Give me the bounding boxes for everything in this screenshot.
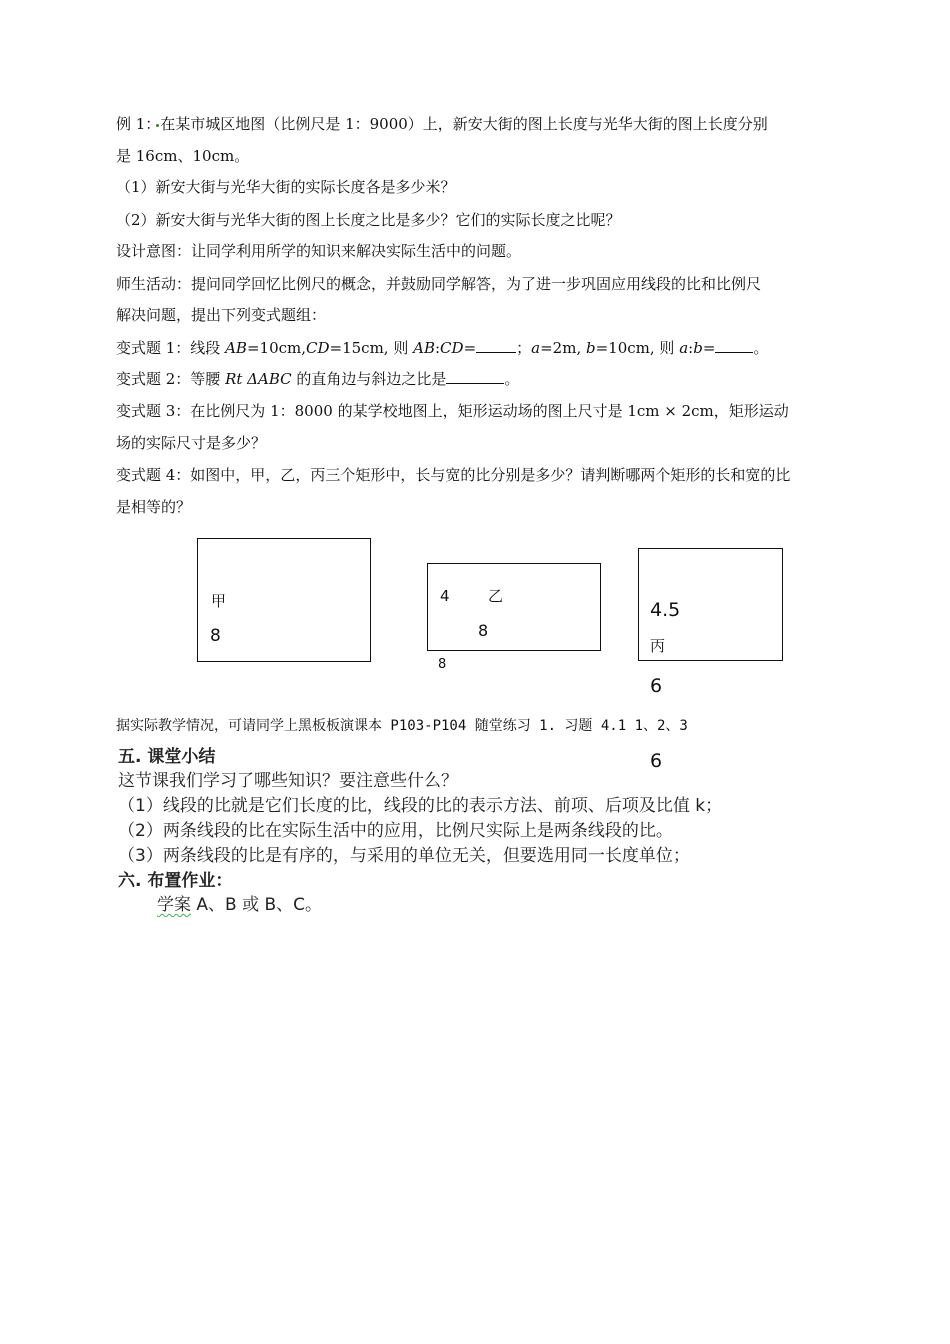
ratio-ab: AB [413, 339, 435, 357]
rectangle-yi-width: 4 [440, 587, 450, 605]
rectangle-yi-inner-length: 8 [478, 621, 489, 640]
segment-cd: CD [306, 339, 330, 357]
homework-heading: 六. 布置作业： [118, 871, 233, 891]
variant-2-prefix: 变式题 2：等腰 [116, 370, 226, 388]
rectangle-bing-length-a: 6 [650, 675, 663, 697]
homework-task [157, 894, 322, 916]
variant-2 [116, 369, 519, 389]
rectangle-bing-width: 4.5 [650, 599, 681, 621]
equals-2: = [702, 339, 716, 357]
var-a: a [531, 339, 541, 357]
variant-1-cd-length: =15cm, 则 [329, 339, 414, 357]
variant-3-line-2: 场的实际尺寸是多少？ [116, 434, 267, 452]
practice-line: 据实际教学情况，可请同学上黑板板演课本 P103-P104 随堂练习 1. 习题 4.1 1、2、3 [116, 718, 688, 734]
activity-line-2: 解决问题，提出下列变式题组： [116, 306, 327, 324]
example-line-1: 例 1：在某市城区地图（比例尺是 1：9000）上，新安大街的图上长度与光华大街的图上长度分别 [116, 115, 768, 133]
summary-question: 这节课我们学习了哪些知识？要注意些什么？ [118, 771, 458, 791]
answer-blank-3 [446, 369, 504, 384]
example-question-1: （1）新安大街与光华大街的实际长度各是多少米？ [116, 178, 456, 196]
homework-task-underlined: 学案 [157, 895, 191, 915]
homework-task-rest: A、B 或 B、C。 [191, 895, 323, 915]
equals-1: = [463, 339, 477, 357]
variant-1-end: 。 [753, 339, 769, 357]
ratio-a: a [679, 339, 689, 357]
variant-4-line-1: 变式题 4：如图中，甲，乙，丙三个矩形中，长与宽的比分别是多少？请判断哪两个矩形的长和宽的比 [116, 466, 791, 484]
variant-2-end: 。 [504, 370, 520, 388]
rectangle-jia-length: 8 [210, 626, 221, 646]
ratio-b: b [693, 339, 703, 357]
variant-3-line-1: 变式题 3：在比例尺为 1：8000 的某学校地图上，矩形运动场的图上尺寸是 1cm × 2cm，矩形运动 [116, 402, 789, 420]
summary-heading: 五. 课堂小结 [118, 747, 216, 767]
rectangle-bing-length-b: 6 [650, 750, 663, 772]
variant-1-ab-length: =10cm, [246, 339, 307, 357]
rectangle-yi-outer-length: 8 [438, 657, 447, 672]
variant-1-b-value: =10cm, 则 [595, 339, 680, 357]
rectangle-jia-name: 甲 [211, 592, 227, 610]
ratio-cd: CD [440, 339, 464, 357]
example-question-2: （2）新安大街与光华大街的图上长度之比是多少？它们的实际长度之比呢？ [116, 211, 621, 229]
answer-blank-1 [476, 338, 516, 353]
ratio-colon-1: : [434, 339, 441, 357]
variant-4-line-2: 是相等的？ [116, 498, 192, 516]
rectangle-bing-name: 丙 [650, 637, 666, 655]
design-intent: 设计意图：让同学利用所学的知识来解决实际生活中的问题。 [116, 242, 522, 260]
rectangle-yi-name: 乙 [488, 587, 504, 605]
summary-item-3: （3）两条线段的比是有序的，与采用的单位无关，但要选用同一长度单位； [118, 846, 690, 866]
activity-line-1: 师生活动：提问同学回忆比例尺的概念，并鼓励同学解答，为了进一步巩固应用线段的比和比例尺 [116, 275, 762, 293]
example-line-2: 是 16cm、10cm。 [116, 147, 250, 165]
variant-1-a-value: =2m, [540, 339, 586, 357]
ratio-colon-2: : [688, 339, 694, 357]
answer-blank-2 [715, 338, 753, 353]
variant-2-suffix: 的直角边与斜边之比是 [291, 370, 447, 388]
triangle-label: Rt ΔABC [225, 370, 292, 388]
rectangle-yi [427, 563, 601, 651]
summary-item-1: （1）线段的比就是它们长度的比，线段的比的表示方法、前项、后项及比值 k； [118, 796, 723, 816]
segment-ab: AB [225, 339, 247, 357]
separator: ； [516, 339, 532, 357]
var-b: b [585, 339, 596, 357]
variant-1-prefix: 变式题 1：线段 [116, 339, 226, 357]
summary-item-2: （2）两条线段的比在实际生活中的应用，比例尺实际上是两条线段的比。 [118, 821, 673, 841]
variant-1 [116, 338, 768, 358]
